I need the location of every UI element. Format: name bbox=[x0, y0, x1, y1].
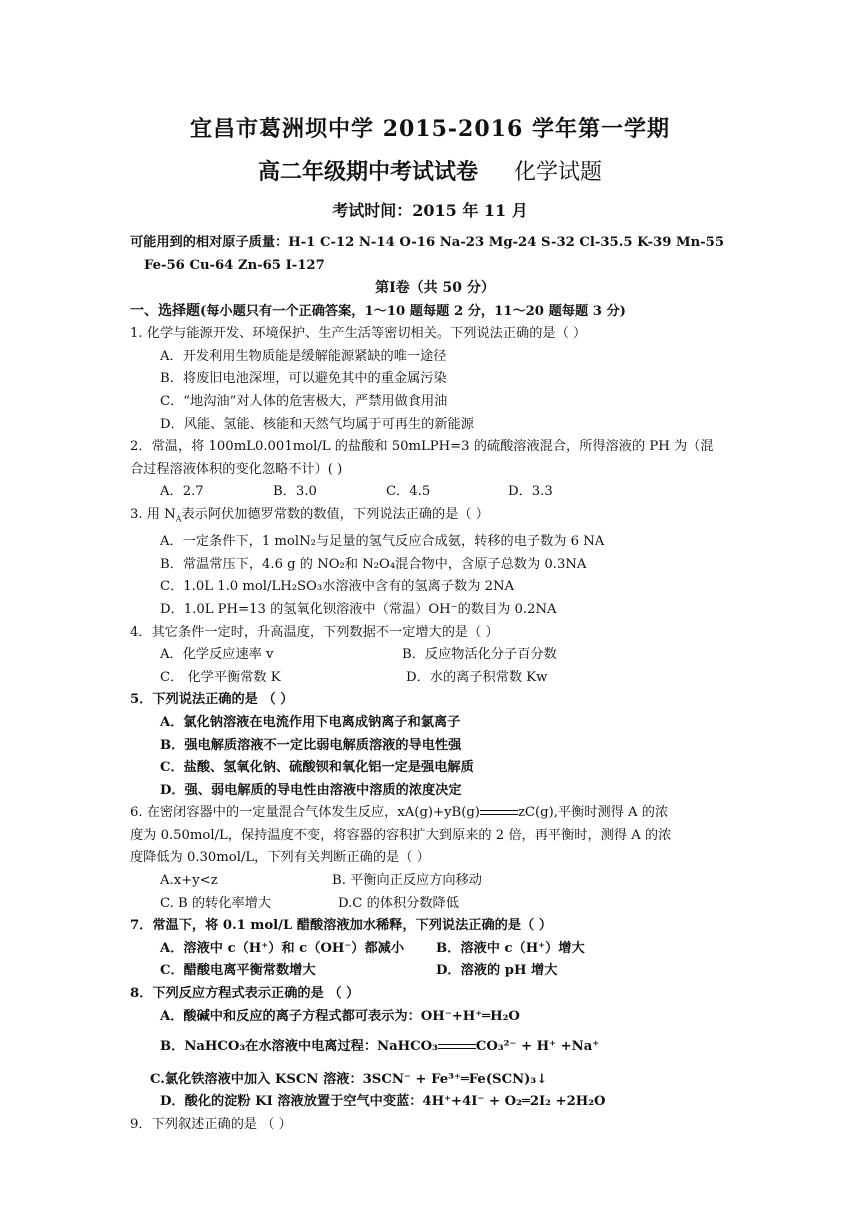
exam-title: 宜昌市葛洲坝中学 2015-2016 学年第一学期 bbox=[190, 116, 670, 142]
question-8-option-a: A．酸碱中和反应的离子方程式都可表示为：OH⁻+H⁺═H₂O bbox=[160, 1008, 520, 1024]
question-3-stem-subscript: A bbox=[175, 514, 182, 524]
grade-title: 高二年级期中考试试卷 bbox=[257, 159, 478, 185]
question-2-option-c: C．4.5 bbox=[386, 484, 431, 500]
question-3-stem bbox=[130, 504, 740, 531]
question-5-option-c: C．盐酸、氢氧化钠、硫酸钡和氧化铝一定是强电解质 bbox=[160, 760, 474, 776]
question-4-option-a: A．化学反应速率 v bbox=[160, 647, 274, 663]
question-7-option-a: A．溶液中 c（H⁺）和 c（OH⁻）都减小 bbox=[160, 940, 405, 956]
question-7-options-row-2 bbox=[130, 960, 740, 983]
question-3-option-b: B．常温常压下，4.6 g 的 NO₂和 N₂O₄混合物中，含原子总数为 0.3NA bbox=[160, 556, 587, 572]
question-4-options-row-2 bbox=[130, 667, 740, 690]
exam-subtitle bbox=[0, 155, 860, 186]
question-9-stem: 9．下列叙述正确的是 （ ） bbox=[130, 1117, 292, 1133]
atomic-mass-info bbox=[130, 232, 740, 277]
question-2-stem-line-2: 合过程溶液体积的变化忽略不计）( ) bbox=[130, 461, 343, 477]
question-5-option-d: D．强、弱电解质的导电性由溶液中溶质的浓度决定 bbox=[160, 782, 462, 798]
question-5-stem: 5．下列说法正确的是 （ ） bbox=[130, 692, 294, 708]
exam-time: 考试时间：2015 年 11 月 bbox=[332, 201, 528, 220]
question-1-stem: 1. 化学与能源开发、环境保护、生产生活等密切相关。下列说法正确的是（ ） bbox=[130, 326, 587, 342]
section-title: 第Ⅰ卷（共 50 分） bbox=[375, 280, 495, 296]
question-5-option-a: A．氯化钠溶液在电流作用下电离成钠离子和氯离子 bbox=[160, 714, 461, 730]
question-6-stem-end: zC(g),平衡时测得 A 的浓 bbox=[517, 805, 669, 821]
question-8-option-b-start: B．NaHCO₃在水溶液中电离过程：NaHCO₃ bbox=[160, 1039, 438, 1055]
question-1-option-c: C．“地沟油”对人体的危害极大，严禁用做食用油 bbox=[160, 393, 448, 409]
question-7-options-row-1 bbox=[130, 938, 740, 961]
part-heading-instructions: (每小题只有一个正确答案，1～10 题每题 2 分，11～20 题每题 3 分) bbox=[200, 303, 626, 319]
atomic-mass-line-2: Fe-56 Cu-64 Zn-65 I-127 bbox=[144, 257, 325, 273]
part-heading bbox=[130, 300, 740, 324]
question-4-options-row-1 bbox=[130, 644, 740, 667]
question-6-options-row-1 bbox=[130, 870, 740, 893]
subject-title: 化学试题 bbox=[514, 160, 603, 185]
question-3-stem-rest: 表示阿伏加德罗常数的数值，下列说法正确的是（ ） bbox=[181, 506, 489, 522]
question-4-stem: 4．其它条件一定时，升高温度，下列数据不一定增大的是（ ） bbox=[130, 624, 499, 640]
question-3-option-d: D．1.0L PH=13 的氢氧化钡溶液中（常温）OH⁻的数目为 0.2NA bbox=[160, 601, 557, 617]
question-2-stem-line-1: 2．常温，将 100mL0.001mol/L 的盐酸和 50mLPH=3 的硫酸溶液混合，所得溶液的 PH 为（混 bbox=[130, 439, 714, 455]
question-1-option-d: D．风能、氢能、核能和天然气均属于可再生的新能源 bbox=[160, 416, 474, 432]
equilibrium-arrow-icon bbox=[480, 808, 518, 818]
question-7-stem: 7．常温下，将 0.1 mol/L 醋酸溶液加水稀释，下列说法正确的是（ ） bbox=[130, 918, 553, 934]
question-4-option-c: C． 化学平衡常数 K bbox=[160, 669, 281, 685]
question-2-option-d: D．3.3 bbox=[508, 484, 553, 500]
question-3-option-a: A．一定条件下，1 molN₂与足量的氢气反应合成氨，转移的电子数为 6 NA bbox=[160, 534, 605, 550]
question-8-option-b bbox=[130, 1036, 740, 1059]
question-1-option-b: B．将废旧电池深埋，可以避免其中的重金属污染 bbox=[160, 371, 447, 387]
question-6-option-d: D.C 的体积分数降低 bbox=[338, 895, 459, 911]
question-6-stem-line-3: 度降低为 0.30mol/L，下列有关判断正确的是（ ） bbox=[130, 850, 430, 866]
question-2-options bbox=[130, 481, 740, 504]
question-7-option-d: D．溶液的 pH 增大 bbox=[436, 963, 558, 979]
question-6-stem-line-1 bbox=[130, 802, 740, 825]
question-8-option-b-end: CO₃²⁻ + H⁺ +Na⁺ bbox=[475, 1039, 600, 1055]
question-6-stem-line-2: 度为 0.50mol/L，保持温度不变，将容器的容积扩大到原来的 2 倍，再平衡时，测得 A 的浓 bbox=[130, 827, 672, 843]
atomic-mass-line-1: 可能用到的相对原子质量：H-1 C-12 N-14 O-16 Na-23 Mg-24 S-32 Cl-35.5 K-39 Mn-55 bbox=[130, 235, 725, 250]
question-7-option-c: C．醋酸电离平衡常数增大 bbox=[160, 963, 316, 979]
question-6-stem-start: 6. 在密闭容器中的一定量混合气体发生反应，xA(g)+yB(g) bbox=[130, 805, 480, 821]
question-5-option-b: B．强电解质溶液不一定比弱电解质溶液的导电性强 bbox=[160, 737, 462, 753]
question-7-option-b: B．溶液中 c（H⁺）增大 bbox=[436, 940, 585, 956]
question-4-option-b: B．反应物活化分子百分数 bbox=[402, 647, 557, 663]
question-list bbox=[130, 277, 740, 1137]
question-2-option-b: B．3.0 bbox=[273, 484, 317, 500]
question-8-option-c: C.氯化铁溶液中加入 KSCN 溶液：3SCN⁻ + Fe³⁺═Fe(SCN)₃↓ bbox=[150, 1071, 548, 1087]
question-8-stem: 8．下列反应方程式表示正确的是 （ ） bbox=[130, 986, 360, 1002]
question-6-option-b: B. 平衡向正反应方向移动 bbox=[332, 873, 482, 889]
question-6-option-a: A.x+y<z bbox=[160, 873, 218, 889]
question-8-option-d: D．酸化的淀粉 KI 溶液放置于空气中变蓝：4H⁺+4I⁻ + O₂═2I₂ +2H₂O bbox=[160, 1094, 606, 1110]
equilibrium-arrow-icon bbox=[438, 1042, 476, 1052]
question-4-option-d: D．水的离子积常数 Kw bbox=[406, 669, 548, 685]
question-2-option-a: A．2.7 bbox=[160, 484, 204, 500]
question-1-option-a: A．开发利用生物质能是缓解能源紧缺的唯一途径 bbox=[160, 348, 447, 364]
question-3-option-c: C．1.0L 1.0 mol/LH₂SO₃水溶液中含有的氢离子数为 2NA bbox=[160, 579, 515, 595]
question-3-stem-start: 3. 用 N bbox=[130, 506, 176, 522]
question-6-option-c: C. B 的转化率增大 bbox=[160, 895, 272, 911]
question-6-options-row-2 bbox=[130, 893, 740, 916]
part-heading-label: 一、选择题 bbox=[130, 302, 200, 319]
